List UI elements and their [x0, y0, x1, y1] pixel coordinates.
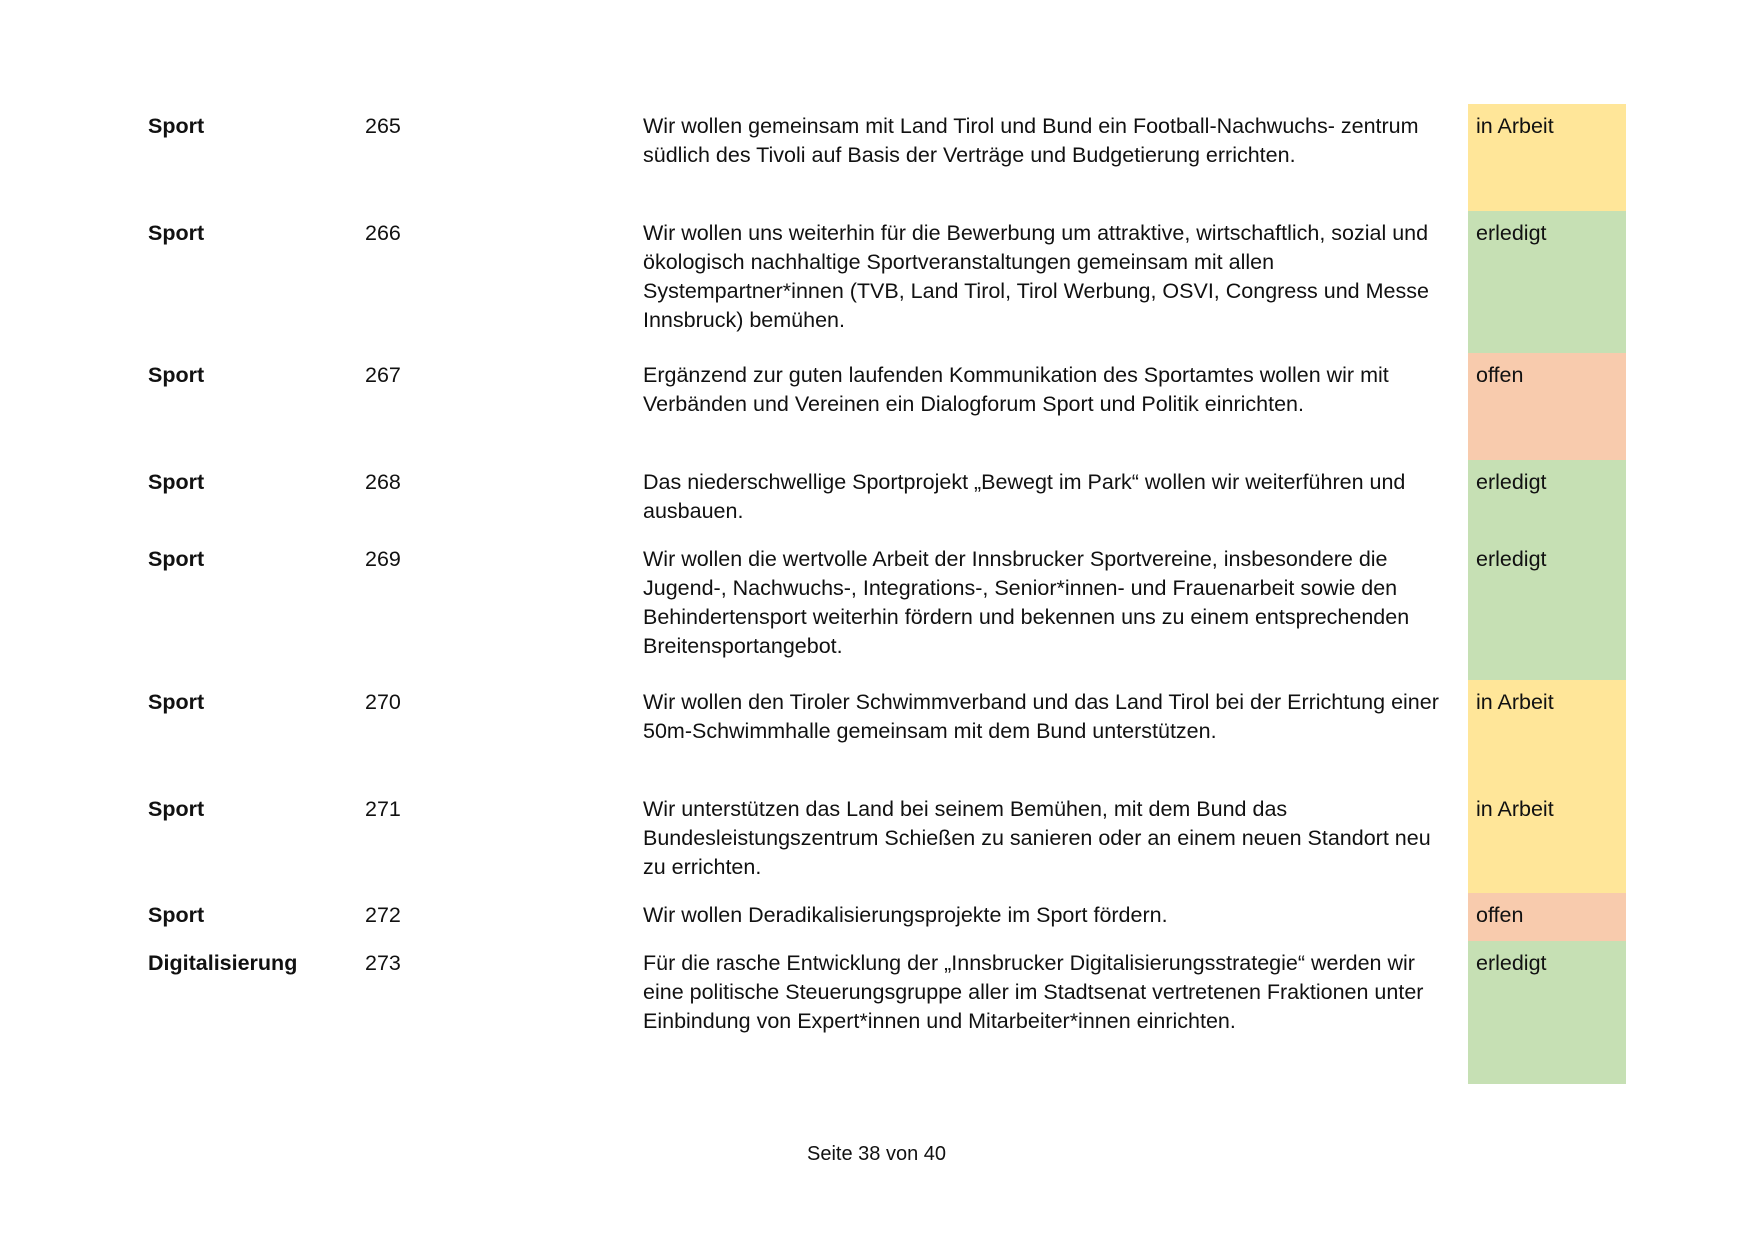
table-row — [148, 941, 1626, 1084]
row-number: 270 — [365, 690, 401, 714]
row-status: in Arbeit — [1468, 680, 1626, 787]
row-text: Für die rasche Entwicklung der „Innsbrucker Digitalisierungsstrategie“ werden wir eine politische Steuerungsgruppe aller im Stadtsenat vertretenen Fraktionen unter Einbindung von Expert*innen und Mitarbeiter*innen einrichten. — [643, 951, 1424, 1033]
row-status: in Arbeit — [1468, 104, 1626, 211]
row-area: Sport — [148, 470, 205, 494]
table-row — [148, 787, 1626, 893]
row-text: Wir unterstützen das Land bei seinem Bemühen, mit dem Bund das Bundesleistungszentrum Schießen zu sanieren oder an einem neuen Standort neu zu errichten. — [643, 797, 1431, 879]
row-number: 266 — [365, 221, 401, 245]
row-status: erledigt — [1468, 941, 1626, 1084]
row-area: Sport — [148, 547, 205, 571]
row-status: in Arbeit — [1468, 787, 1626, 893]
row-status: offen — [1468, 893, 1626, 941]
row-number: 272 — [365, 903, 401, 927]
row-number: 269 — [365, 547, 401, 571]
row-area: Sport — [148, 114, 205, 138]
measures-table — [148, 104, 1626, 1084]
row-text: Ergänzend zur guten laufenden Kommunikation des Sportamtes wollen wir mit Verbänden und Vereinen ein Dialogforum Sport und Politik einrichten. — [643, 363, 1389, 416]
row-status: offen — [1468, 353, 1626, 460]
row-area: Sport — [148, 690, 205, 714]
row-text: Wir wollen Deradikalisierungsprojekte im Sport fördern. — [643, 903, 1168, 927]
row-area: Sport — [148, 221, 205, 245]
row-text: Wir wollen den Tiroler Schwimmverband und das Land Tirol bei der Errichtung einer 50m-Schwimmhalle gemeinsam mit dem Bund unterstützen. — [643, 690, 1439, 743]
table-row — [148, 104, 1626, 211]
row-area: Sport — [148, 903, 205, 927]
row-status: erledigt — [1468, 537, 1626, 680]
table-row — [148, 211, 1626, 353]
table-row — [148, 353, 1626, 460]
row-area: Sport — [148, 797, 205, 821]
row-number: 265 — [365, 114, 401, 138]
row-number: 267 — [365, 363, 401, 387]
table-row — [148, 460, 1626, 537]
row-number: 268 — [365, 470, 401, 494]
row-text: Das niederschwellige Sportprojekt „Bewegt im Park“ wollen wir weiterführen und ausbauen. — [643, 470, 1406, 523]
page-number-footer: Seite 38 von 40 — [807, 1143, 946, 1165]
row-status: erledigt — [1468, 460, 1626, 537]
row-number: 273 — [365, 951, 401, 975]
row-area: Sport — [148, 363, 205, 387]
row-number: 271 — [365, 797, 401, 821]
table-row — [148, 893, 1626, 941]
row-text: Wir wollen gemeinsam mit Land Tirol und Bund ein Football-Nachwuchs- zentrum südlich des Tivoli auf Basis der Verträge und Budgetierung errichten. — [643, 114, 1419, 167]
table-row — [148, 680, 1626, 787]
row-text: Wir wollen die wertvolle Arbeit der Innsbrucker Sportvereine, insbesondere die Jugend-, Nachwuchs-, Integrations-, Senior*innen- und Frauenarbeit sowie den Behindertensport weiterhin fördern und bekennen uns zu einem entsprechenden Breitensportangebot. — [643, 547, 1410, 658]
row-area: Digitalisierung — [148, 951, 298, 975]
row-text: Wir wollen uns weiterhin für die Bewerbung um attraktive, wirtschaftlich, sozial und ökologisch nachhaltige Sportveranstaltungen gemeinsam mit allen Systempartner*innen (TVB, Land Tirol, Tirol Werbung, OSVI, Congress und Messe Innsbruck) bemühen. — [643, 221, 1429, 332]
table-row — [148, 537, 1626, 680]
row-status: erledigt — [1468, 211, 1626, 353]
